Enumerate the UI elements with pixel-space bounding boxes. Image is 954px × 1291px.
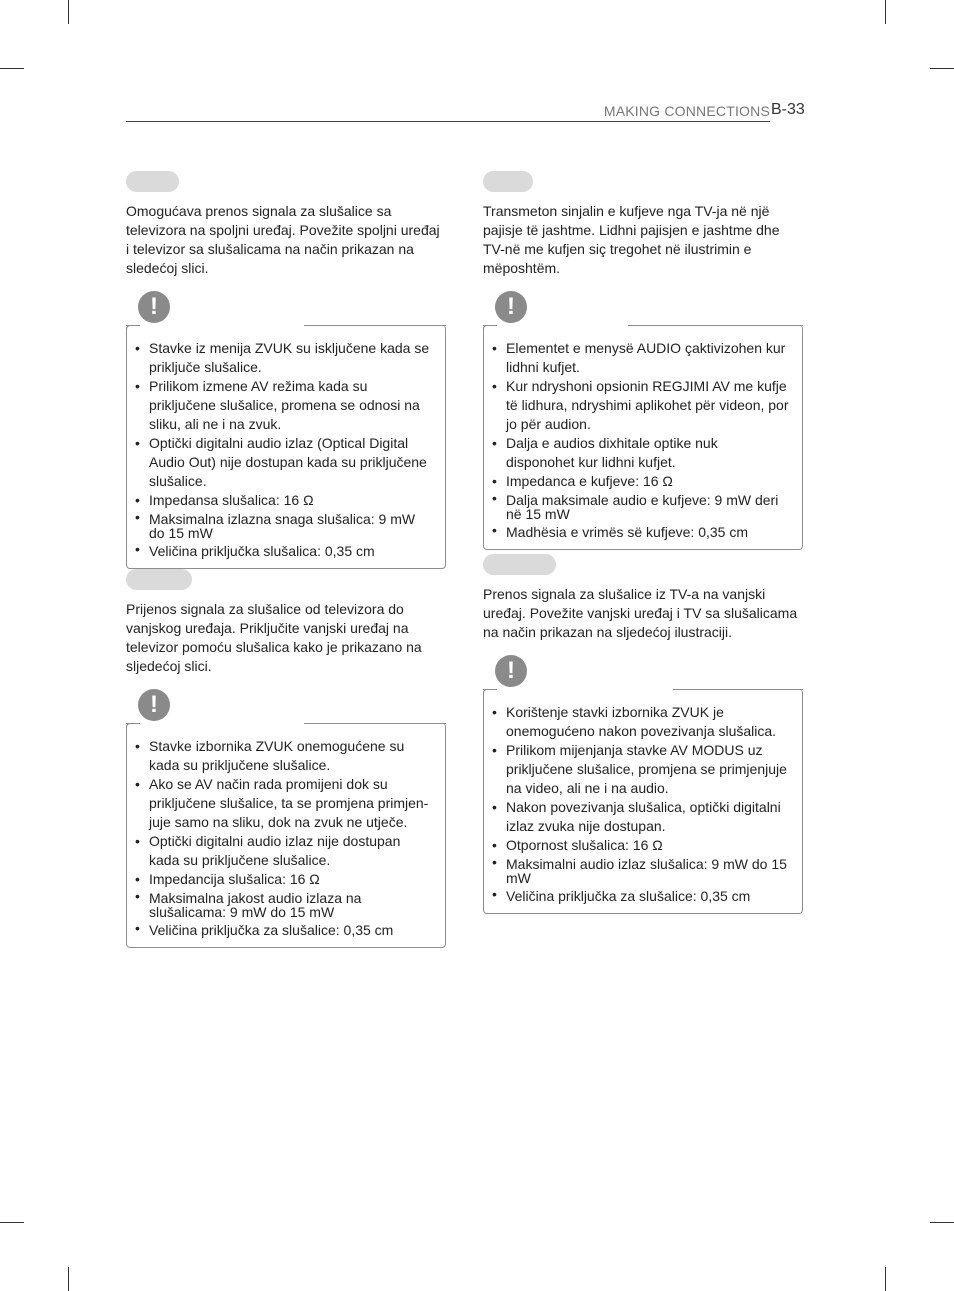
section-serbian [126, 171, 446, 569]
note-item: • Dalja e audios dixhitale optike nuk disponohet kur lidhni kufjet. [488, 434, 790, 472]
caution-icon: ! [138, 689, 170, 721]
section-intro: Prenos signala za slušalice iz TV-a na vanjski uređaj. Povežite vanjski uređaj i TV sa slušalicama na način prikazan na sljedećoj ilustraciji. [483, 586, 798, 640]
crop-mark [0, 1222, 24, 1223]
note-item: • Maksimalni audio izlaz slušalica: 9 mW do 15 mW [488, 855, 790, 887]
note-item: • Kur ndryshoni opsionin REGJIMI AV me kufje të lidhura, ndryshimi aplikohet për videon, por jo për audion. [488, 377, 790, 434]
note-item: • Impedancija slušalica: 16 Ω [131, 870, 433, 889]
section-title: MAKING CONNECTIONS [603, 103, 770, 119]
note-item: • Ako se AV način rada promijeni dok su priključene slušalice, ta se promjena primjen-juje samo na sliku, dok na zvuk ne utječe. [131, 775, 433, 832]
crop-mark [885, 1267, 886, 1291]
language-label-pill [126, 171, 179, 192]
language-label-pill [483, 554, 556, 575]
section-croatian [126, 569, 446, 948]
note-item: • Optički digitalni audio izlaz (Optical Digital Audio Out) nije dostupan kada su priključene slušalice. [131, 434, 433, 491]
header-divider [126, 121, 770, 122]
note-item: • Stavke izbornika ZVUK onemogućene su kada su priključene slušalice. [131, 737, 433, 775]
note-item: • Impedanca e kufjeve: 16 Ω [488, 472, 790, 491]
section-bosnian [483, 554, 803, 914]
page-number: B-33 [771, 101, 805, 118]
note-item: • Prilikom izmene AV režima kada su priključene slušalice, promena se odnosi na sliku, ali ne i na zvuk. [131, 377, 433, 434]
note-item: • Madhësia e vrimës së kufjeve: 0,35 cm [488, 523, 790, 541]
note-item: • Veličina priključka za slušalice: 0,35 cm [131, 921, 433, 939]
language-label-pill [483, 171, 533, 192]
crop-mark [68, 1267, 69, 1291]
note-item: • Stavke iz menija ZVUK su isključene kada se priključe slušalice. [131, 339, 433, 377]
section-intro: Prijenos signala za slušalice od televizora do vanjskog uređaja. Priključite vanjski uređaj na televizor pomoću slušalica kako je prikazano na sljedećoj slici. [126, 601, 422, 674]
crop-mark [885, 0, 886, 24]
section-intro: Transmeton sinjalin e kufjeve nga TV-ja në një pajisje të jashtme. Lidhni pajisjen e jashtme dhe TV-në me kufjen siç tregohet në ilustrimin e mëposhtëm. [483, 203, 780, 276]
note-item: • Nakon povezivanja slušalica, optički digitalni izlaz zvuka nije dostupan. [488, 798, 790, 836]
note-item: • Veličina priključka za slušalice: 0,35 cm [488, 887, 790, 905]
note-item: • Veličina priključka slušalica: 0,35 cm [131, 542, 433, 560]
note-panel [126, 291, 446, 569]
crop-mark [0, 68, 24, 69]
note-panel [126, 689, 446, 948]
note-item: • Maksimalna jakost audio izlaza na slušalicama: 9 mW do 15 mW [131, 889, 433, 921]
note-panel [483, 291, 803, 550]
crop-mark [68, 0, 69, 24]
caution-icon: ! [138, 291, 170, 323]
language-label-pill [126, 569, 192, 590]
crop-mark [930, 68, 954, 69]
note-item: • Korištenje stavki izbornika ZVUK je onemogućeno nakon povezivanja slušalica. [488, 703, 790, 741]
note-item: • Optički digitalni audio izlaz nije dostupan kada su priključene slušalice. [131, 832, 433, 870]
note-item: • Prilikom mijenjanja stavke AV MODUS uz priključene slušalice, promjena se primjenjuje na video, ali ne i na audio. [488, 741, 790, 798]
caution-icon: ! [495, 655, 527, 687]
note-item: • Elementet e menysë AUDIO çaktivizohen kur lidhni kufjet. [488, 339, 790, 377]
section-intro: Omogućava prenos signala za slušalice sa televizora na spoljni uređaj. Povežite spoljni uređaj i televizor sa slušalicama na način prikazan na sledećoj slici. [126, 203, 440, 276]
crop-mark [930, 1222, 954, 1223]
section-albanian [483, 171, 803, 550]
note-item: • Dalja maksimale audio e kufjeve: 9 mW deri në 15 mW [488, 491, 790, 523]
note-panel [483, 655, 803, 914]
note-item: • Maksimalna izlazna snaga slušalica: 9 mW do 15 mW [131, 510, 433, 542]
note-item: • Otpornost slušalica: 16 Ω [488, 836, 790, 855]
note-item: • Impedansa slušalica: 16 Ω [131, 491, 433, 510]
caution-icon: ! [495, 291, 527, 323]
